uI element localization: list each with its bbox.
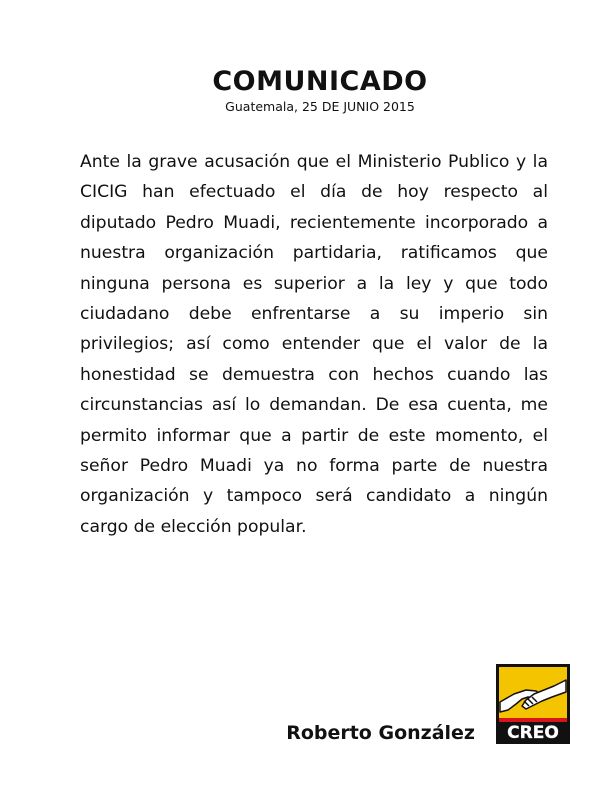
statement-body: Ante la grave acusación que el Ministerio Publico y la CICIG han efectuado el día de hoy respecto al diputado Pedro Muadi, recientemente incorporado a nuestra organización partidaria, ratificamos que ninguna persona es superior a la ley y que todo ciudadano debe enfrentarse a su imperio sin privilegios; así como entender que el valor de la honestidad se demuestra con hechos cuando las circunstancias así lo demandan. De esa cuenta, me permito informar que a partir de este momento, el señor Pedro Muadi ya no forma parte de nuestra organización y tampoco será candidato a ningún cargo de elección popular. <box>80 152 548 537</box>
logo-wordmark: CREO <box>507 723 559 743</box>
signature: Roberto González <box>286 722 475 744</box>
dateline: Guatemala, 25 DE JUNIO 2015 <box>225 99 415 114</box>
page-title: COMUNICADO <box>212 66 428 97</box>
creo-logo <box>496 664 570 744</box>
logo-red-stripe <box>499 718 567 722</box>
